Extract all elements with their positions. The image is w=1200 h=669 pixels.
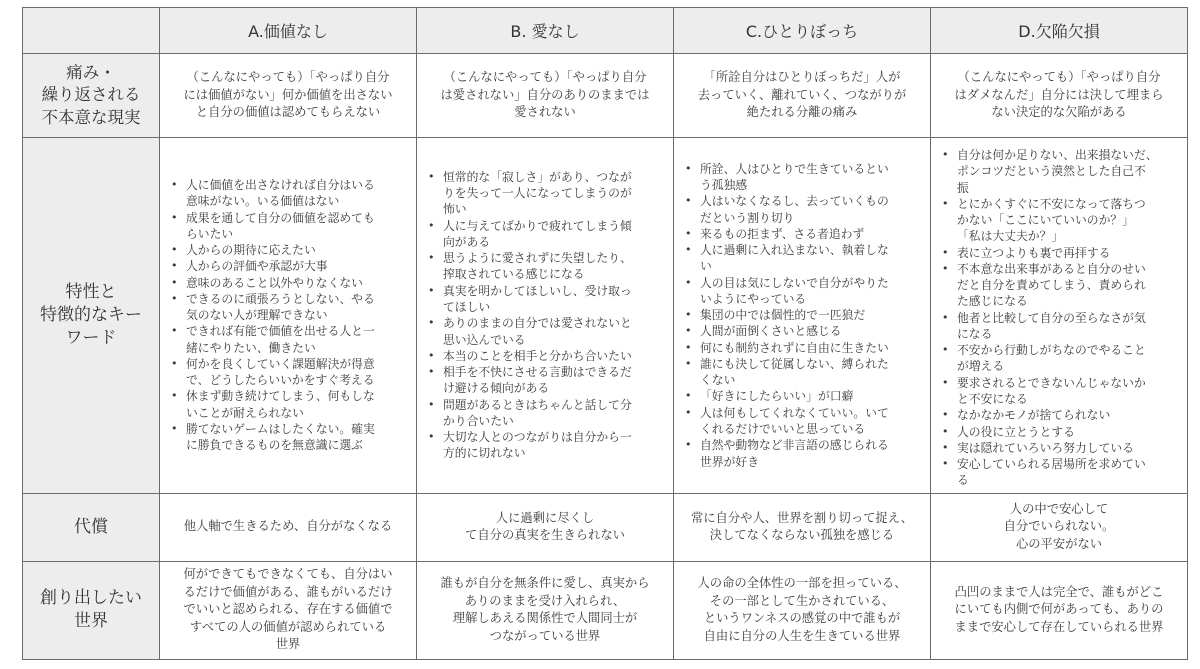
list-item	[957, 147, 1179, 196]
list-item-line: • 人に過剰に入れ込まない、執着しな	[700, 243, 889, 258]
list-item-line: に勝負できるものを無意識に選ぶ	[186, 438, 363, 453]
list-item-line: • 休まず動き続けてしまう、何もしな	[186, 389, 375, 404]
list-item	[186, 177, 408, 210]
list-item-line: • 人は何もしてくれなくていい。いて	[700, 405, 889, 420]
list-item	[443, 250, 665, 283]
traits-cell-a	[160, 138, 417, 494]
list-item-line: • 相手を不快にさせる言動はできるだ	[443, 365, 632, 380]
list-item	[443, 218, 665, 251]
cost-cell-a: 他人軸で生きるため、自分がなくなる	[160, 493, 417, 561]
list-item	[443, 429, 665, 462]
list-item-line: う孤独感	[700, 178, 748, 193]
list-item	[700, 323, 922, 339]
list-item	[700, 275, 922, 308]
list-item-line: 思い込んでいる	[443, 332, 526, 347]
pain-cell-c: 「所詮自分はひとりぼっちだ」人が 去っていく、離れていく、つながりが 絶たれる分離の痛み	[674, 54, 931, 138]
traits-list-b	[421, 169, 665, 462]
list-item-line: • とにかくすぐに不安になって落ちつ	[957, 196, 1146, 211]
list-item-line: • 成果を通して自分の価値を認めても	[186, 210, 375, 225]
list-item-line: • 人に価値を出さなければ自分はいる	[186, 178, 375, 193]
list-item-line: 向がある	[443, 234, 491, 249]
list-item	[957, 342, 1179, 375]
world-cell-d: 凸凹のままで人は完全で、誰もがどこ にいても内側で何があっても、ありの ままで安心して存在していられる世界	[931, 561, 1188, 659]
column-header-b: B. 愛なし	[417, 8, 674, 54]
list-item-line: になる	[957, 326, 993, 341]
list-item-line: • 実は隠れていろいろ努力している	[957, 440, 1134, 455]
list-item	[957, 261, 1179, 310]
list-item	[957, 375, 1179, 408]
list-item-line: • ありのままの自分では愛されないと	[443, 316, 632, 331]
list-item-line: くない	[700, 373, 736, 388]
comparison-table	[22, 7, 1188, 660]
list-item-line: らいたい	[186, 226, 234, 241]
list-item	[443, 315, 665, 348]
list-item-line: • 人間が面倒くさいと感じる	[700, 324, 842, 339]
list-item-line: • 安心していられる居場所を求めてい	[957, 457, 1146, 472]
pain-cell-a: （こんなにやっても）「やっぱり自分 には価値がない」何か価値を出さない と自分の価値は認めてもらえない	[160, 54, 417, 138]
header-row	[23, 8, 1188, 54]
list-item-line: いようにやっている	[700, 291, 807, 306]
list-item-line: 搾取されている感じになる	[443, 267, 585, 282]
list-item	[700, 161, 922, 194]
traits-cell-d	[931, 138, 1188, 494]
traits-list-d	[935, 147, 1179, 489]
list-item-line: • 真実を明かしてほしいし、受け取っ	[443, 283, 632, 298]
list-item-line: • できれば有能で価値を出せる人と一	[186, 324, 375, 339]
list-item-line: 方的に切れない	[443, 446, 526, 461]
list-item-line: • 何かを良くしていく課題解決が得意	[186, 356, 375, 371]
list-item-line: • 本当のことを相手と分かち合いたい	[443, 348, 632, 363]
list-item-line: いことが耐えられない	[186, 405, 304, 420]
list-item	[957, 440, 1179, 456]
list-item	[186, 242, 408, 258]
list-item-line: • 問題があるときはちゃんと話して分	[443, 397, 632, 412]
list-item-line: • 自分は何か足りない、出来損ないだ、	[957, 148, 1158, 162]
list-item-line: で、どうしたらいいかをすぐ考える	[186, 373, 375, 388]
list-item-line: りを失って一人になってしまうのが	[443, 186, 632, 201]
list-item-line: 気のない人が理解できない	[186, 308, 328, 323]
traits-list-a	[164, 177, 408, 454]
world-cell-a: 何ができてもできなくても、自分はい るだけで価値がある、誰もがいるだけ でいいと認められる、存在する価値で すべての人の価値が認められている 世界	[160, 561, 417, 659]
list-item-line: る	[957, 473, 969, 488]
list-item-line: • 人に与えてばかりで疲れてしまう傾	[443, 218, 632, 233]
list-item-line: • 所詮、人はひとりで生きているとい	[700, 161, 889, 176]
list-item-line: • 人からの評価や承認が大事	[186, 259, 328, 274]
list-item-line: • 何にも制約されずに自由に生きたい	[700, 340, 889, 355]
cost-cell-b: 人に過剰に尽くし て自分の真実を生きられない	[417, 493, 674, 561]
list-item	[700, 242, 922, 275]
list-item-line: てほしい	[443, 300, 491, 315]
row-header-world: 創り出したい 世界	[23, 561, 160, 659]
list-item	[700, 356, 922, 389]
list-item-line: • 人の役に立とうとする	[957, 424, 1075, 439]
list-item-line: た感じになる	[957, 294, 1028, 309]
list-item-line: 世界が好き	[700, 454, 759, 469]
list-item-line: かり合いたい	[443, 413, 514, 428]
list-item-line: • 来るもの拒まず、さる者追わず	[700, 226, 865, 241]
row-header-traits: 特性と 特徴的なキー ワード	[23, 138, 160, 494]
list-item-line: い	[700, 259, 712, 274]
list-item	[186, 258, 408, 274]
cost-cell-d: 人の中で安心して 自分でいられない。 心の平安がない	[931, 493, 1188, 561]
list-item-line: くれるだけでいいと思っている	[700, 422, 866, 437]
list-item-line: • 表に立つよりも裏で再拝する	[957, 245, 1111, 260]
list-item	[186, 210, 408, 243]
list-item-line: だと自分を責めてしまう、責められ	[957, 278, 1146, 293]
traits-list-c	[678, 161, 922, 470]
list-item	[186, 421, 408, 454]
row-header-pain: 痛み・ 繰り返される 不本意な現実	[23, 54, 160, 138]
list-item-line: • 集団の中では個性的で一匹狼だ	[700, 308, 866, 323]
list-item	[957, 245, 1179, 261]
list-item	[186, 323, 408, 356]
list-item-line: • できるのに頑張ろうとしない、やる	[186, 291, 375, 306]
list-item-line: 振	[957, 180, 969, 195]
list-item-line: • 「好きにしたらいい」が口癖	[700, 389, 854, 404]
list-item-line: だという割り切り	[700, 210, 795, 225]
pain-cell-d: （こんなにやっても）「やっぱり自分 はダメなんだ」自分には決して埋まら ない決定的な欠陥がある	[931, 54, 1188, 138]
traits-cell-c	[674, 138, 931, 494]
list-item	[957, 196, 1179, 245]
world-cell-c: 人の命の全体性の一部を担っている、 その一部として生かされている、 というワンネスの感覚の中で誰もが 自由に自分の人生を生きている世界	[674, 561, 931, 659]
list-item	[700, 226, 922, 242]
column-header-d: D.欠陥欠損	[931, 8, 1188, 54]
list-item	[186, 388, 408, 421]
list-item-line: 意味がない。いる価値はない	[186, 194, 340, 209]
list-item-line: • 勝てないゲームはしたくない。確実	[186, 422, 375, 437]
list-item	[700, 388, 922, 404]
list-item-line: け避ける傾向がある	[443, 381, 550, 396]
list-item-line: • 人からの期待に応えたい	[186, 243, 316, 258]
column-header-a: A.価値なし	[160, 8, 417, 54]
list-item-line: が増える	[957, 359, 1005, 374]
list-item	[443, 397, 665, 430]
list-item-line: • 誰にも決して従属しない、縛られた	[700, 356, 889, 371]
list-item	[957, 424, 1179, 440]
list-item-line: • なかなかモノが捨てられない	[957, 408, 1111, 423]
list-item	[957, 456, 1179, 489]
corner-cell	[23, 8, 160, 54]
list-item-line: • 不本意な出来事があると自分のせい	[957, 261, 1146, 276]
list-item	[186, 291, 408, 324]
list-item-line: • 自然や動物など非言語の感じられる	[700, 438, 889, 453]
list-item	[443, 364, 665, 397]
list-item	[700, 340, 922, 356]
list-item-line: • 思うように愛されずに失望したり、	[443, 251, 632, 266]
list-item-line: • 不安から行動しがちなのでやること	[957, 343, 1146, 358]
list-item	[700, 307, 922, 323]
list-item-line: と不安になる	[957, 391, 1028, 406]
list-item-line: • 大切な人とのつながりは自分から一	[443, 430, 632, 445]
table-row	[23, 493, 1188, 561]
cost-cell-c: 常に自分や人、世界を割り切って捉え、 決してなくならない孤独を感じる	[674, 493, 931, 561]
list-item-line: 「私は大丈夫か？」	[957, 229, 1064, 244]
list-item-line: • 要求されるとできないんじゃないか	[957, 375, 1146, 390]
list-item	[186, 275, 408, 291]
pain-cell-b: （こんなにやっても）「やっぱり自分 は愛されない」自分のありのままでは 愛されない	[417, 54, 674, 138]
list-item-line: 怖い	[443, 202, 467, 217]
list-item-line: • 恒常的な「寂しさ」があり、つなが	[443, 169, 632, 184]
list-item-line: 緒にやりたい、働きたい	[186, 340, 316, 355]
table-row	[23, 138, 1188, 494]
list-item	[700, 437, 922, 470]
list-item	[186, 356, 408, 389]
column-header-c: C.ひとりぼっち	[674, 8, 931, 54]
list-item	[957, 407, 1179, 423]
list-item-line: かない「ここにいていいのか？」	[957, 213, 1134, 228]
traits-cell-b	[417, 138, 674, 494]
list-item-line: ポンコツだという漠然とした自己不	[957, 164, 1146, 179]
list-item	[700, 405, 922, 438]
list-item-line: • 他者と比較して自分の至らなさが気	[957, 310, 1146, 325]
list-item	[443, 283, 665, 316]
list-item	[443, 169, 665, 218]
row-header-cost: 代償	[23, 493, 160, 561]
list-item-line: • 人はいなくなるし、去っていくもの	[700, 194, 889, 209]
list-item	[443, 348, 665, 364]
list-item	[957, 310, 1179, 343]
list-item	[700, 193, 922, 226]
list-item-line: • 人の目は気にしないで自分がやりた	[700, 275, 889, 290]
table-row	[23, 561, 1188, 659]
world-cell-b: 誰もが自分を無条件に愛し、真実から ありのままを受け入れられ、 理解しあえる関係性で人間同士が つながっている世界	[417, 561, 674, 659]
table-row	[23, 54, 1188, 138]
list-item-line: • 意味のあること以外やりなくない	[186, 275, 363, 290]
